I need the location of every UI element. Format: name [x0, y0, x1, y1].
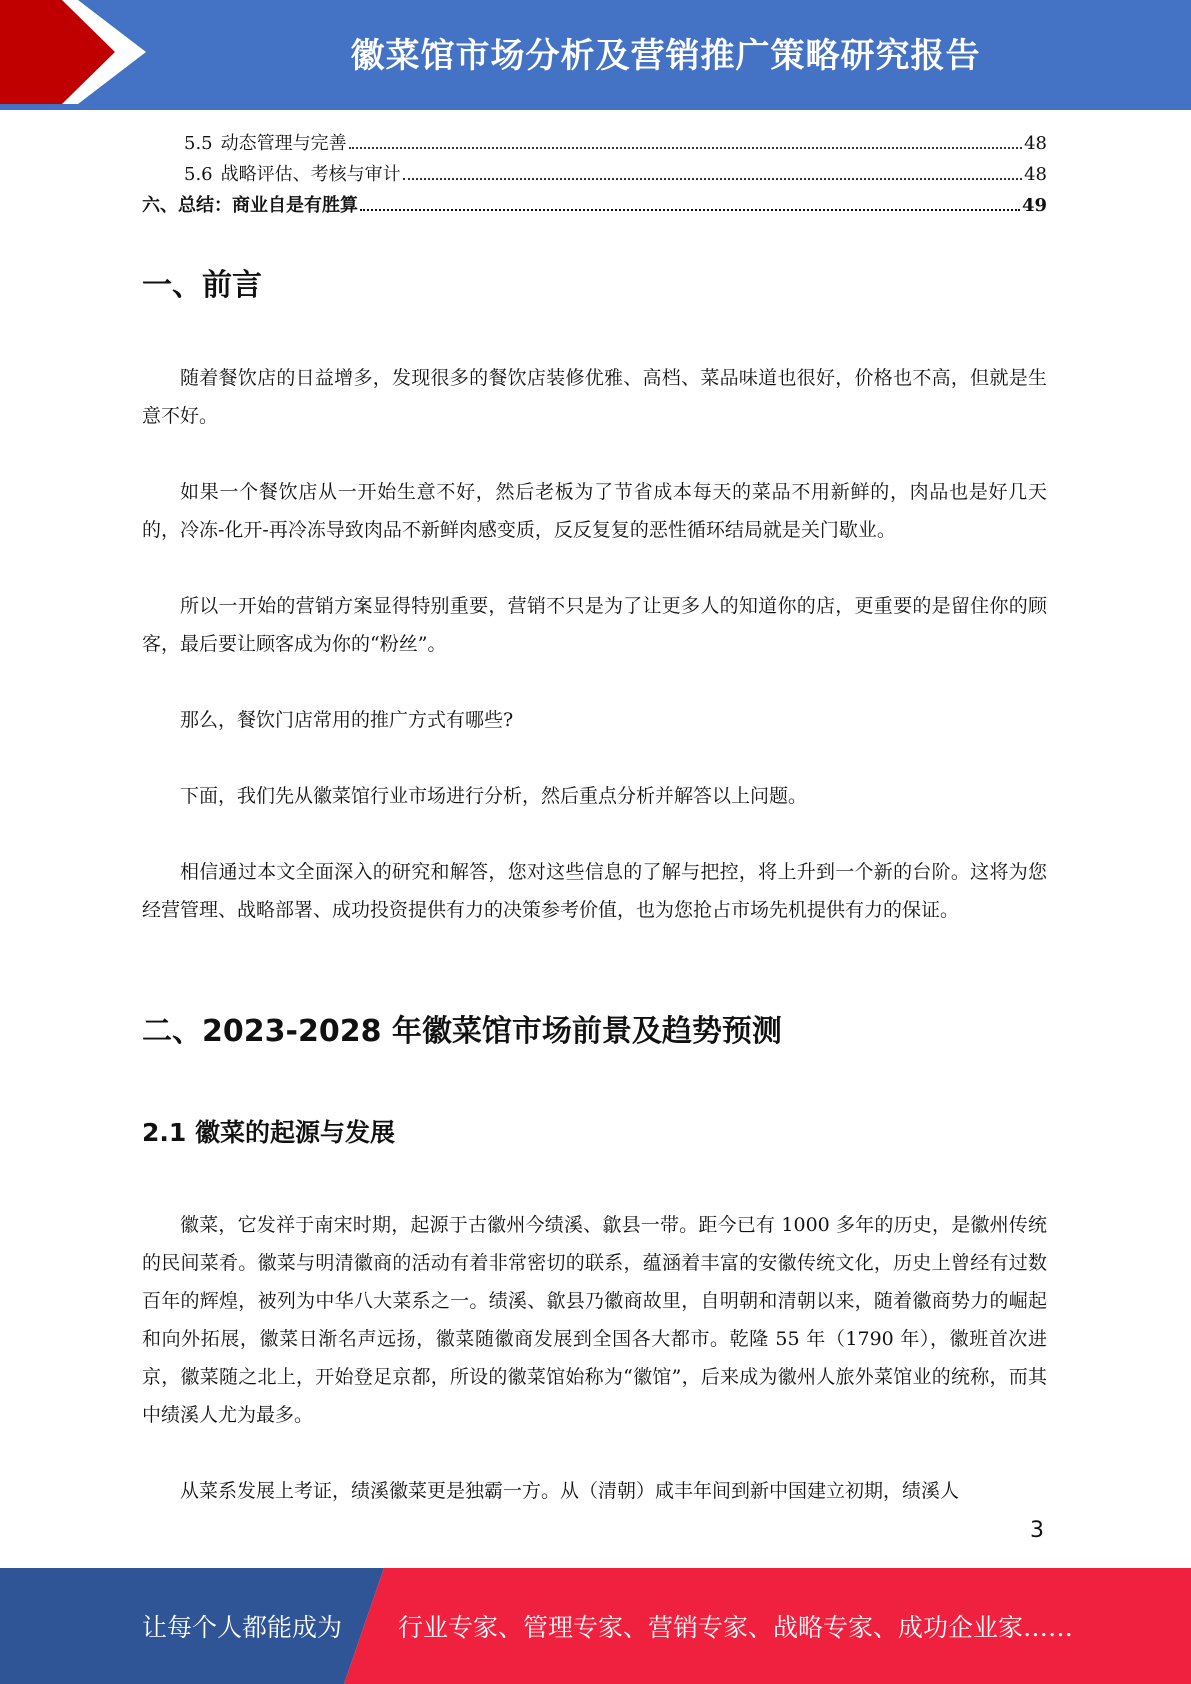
section-heading-preface: 一、前言: [142, 268, 262, 303]
toc-item-number: 5.6: [184, 164, 213, 185]
paragraph: 随着餐饮店的日益增多，发现很多的餐饮店装修优雅、高档、菜品味道也很好，价格也不高，但就是生意不好。: [142, 367, 1047, 427]
toc-item[interactable]: [142, 190, 1047, 221]
footer-banner: [0, 1568, 1191, 1684]
toc-leader-dots: [349, 147, 1022, 149]
header-title: 徽菜馆市场分析及营销推广策略研究报告: [350, 35, 981, 76]
header-arrow-decoration: [0, 0, 160, 110]
subsection-heading-origin: 2.1 徽菜的起源与发展: [142, 1118, 395, 1147]
footer-slogan-right: 行业专家、管理专家、营销专家、战略专家、成功企业家……: [398, 1613, 1074, 1642]
footer-slogan-left: 让每个人都能成为: [142, 1613, 343, 1642]
toc-item-title: 战略评估、考核与审计: [220, 164, 401, 185]
paragraph: 那么，餐饮门店常用的推广方式有哪些?: [180, 709, 514, 731]
page-number: 3: [1030, 1518, 1044, 1543]
header-banner: [0, 0, 1191, 110]
toc-item-page: 49: [1021, 195, 1047, 216]
toc-leader-dots: [403, 178, 1022, 180]
toc-item-page: 48: [1024, 133, 1047, 154]
toc-item[interactable]: [142, 159, 1047, 190]
toc-item-page: 48: [1024, 164, 1047, 185]
toc-item-number: 5.5: [184, 133, 213, 154]
paragraph: 相信通过本文全面深入的研究和解答，您对这些信息的了解与把控，将上升到一个新的台阶。这将为您经营管理、战略部署、成功投资提供有力的决策参考价值，也为您抢占市场先机提供有力的保证。: [142, 861, 1047, 921]
paragraph: 所以一开始的营销方案显得特别重要，营销不只是为了让更多人的知道你的店，更重要的是留住你的顾客，最后要让顾客成为你的“粉丝”。: [142, 595, 1047, 655]
paragraph: 下面，我们先从徽菜馆行业市场进行分析，然后重点分析并解答以上问题。: [180, 785, 808, 807]
table-of-contents: [142, 128, 1047, 221]
toc-item-title: 动态管理与完善: [220, 133, 347, 154]
toc-item[interactable]: [142, 128, 1047, 159]
paragraph: 徽菜，它发祥于南宋时期，起源于古徽州今绩溪、歙县一带。距今已有 1000 多年的历史，是徽州传统的民间菜肴。徽菜与明清徽商的活动有着非常密切的联系，蕴涵着丰富的安徽传统文化，历史上曾经有过数百年的辉煌，被列为中华八大菜系之一。绩溪、歙县乃徽商故里，自明朝和清朝以来，随着徽商势力的崛起和向外拓展，徽菜日渐名声远扬，徽菜随徽商发展到全国各大都市。乾隆 55 年（1790 年），徽班首次进京，徽菜随之北上，开始登足京都，所设的徽菜馆始称为“徽馆”，后来成为徽州人旅外菜馆业的统称，而其中绩溪人尤为最多。: [142, 1214, 1047, 1426]
toc-item-title: 六、总结：商业自是有胜算: [142, 195, 358, 216]
paragraph: 从菜系发展上考证，绩溪徽菜更是独霸一方。从（清朝）咸丰年间到新中国建立初期，绩溪人: [180, 1480, 960, 1502]
paragraph: 如果一个餐饮店从一开始生意不好，然后老板为了节省成本每天的菜品不用新鲜的，肉品也是好几天的，冷冻-化开-再冷冻导致肉品不新鲜肉感变质，反反复复的恶性循环结局就是关门歇业。: [142, 481, 1047, 541]
section-heading-market-outlook: 二、2023-2028 年徽菜馆市场前景及趋势预测: [142, 1014, 782, 1049]
toc-leader-dots: [360, 209, 1020, 211]
